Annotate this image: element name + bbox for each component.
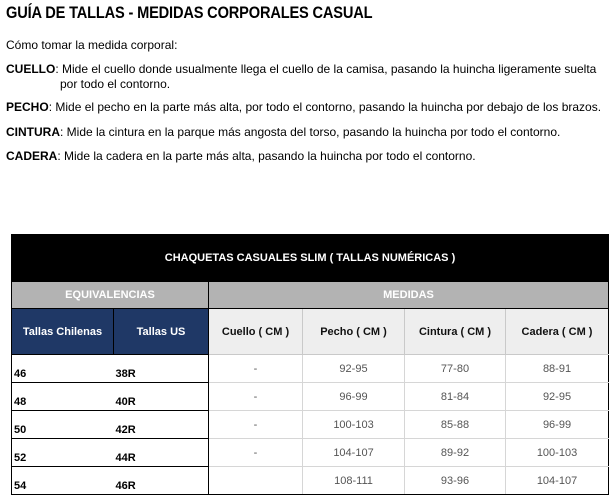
cell-talla-chilena: 54 (12, 467, 114, 495)
instruction-cuello (6, 62, 596, 92)
cell-cuello: - (209, 355, 303, 383)
cell-pecho: 96-99 (303, 383, 405, 411)
table-row (12, 439, 609, 467)
instruction-text-pecho: : Mide el pecho en la parte más alta, por todo el contorno, pasando la huincha por debajo de los brazos. (48, 100, 602, 114)
cell-cadera: 104-107 (506, 467, 609, 495)
table-row (12, 355, 609, 383)
cell-talla-chilena: 46 (12, 355, 114, 383)
instruction-cadera (6, 149, 476, 164)
instruction-pecho (6, 100, 601, 115)
header-tallas-us: Tallas US (114, 309, 209, 355)
cell-cintura: 85-88 (405, 411, 506, 439)
cell-pecho: 104-107 (303, 439, 405, 467)
cell-cuello: - (209, 411, 303, 439)
header-cintura: Cintura ( CM ) (405, 309, 506, 355)
cell-pecho: 108-111 (303, 467, 405, 495)
instruction-text-cintura: : Mide la cintura en la parque más angosta del torso, pasando la huincha por todo el contorno. (60, 125, 561, 139)
cell-talla-us: 44R (114, 439, 209, 467)
cell-talla-us: 46R (114, 467, 209, 495)
instruction-text-cuello-cont: por todo el contorno. (60, 77, 171, 91)
cell-pecho: 92-95 (303, 355, 405, 383)
cell-talla-us: 40R (114, 383, 209, 411)
cell-cintura: 81-84 (405, 383, 506, 411)
table-row (12, 383, 609, 411)
group-equivalencias: EQUIVALENCIAS (12, 282, 209, 309)
instruction-cintura (6, 125, 560, 140)
header-cuello: Cuello ( CM ) (209, 309, 303, 355)
cell-cintura: 89-92 (405, 439, 506, 467)
page-title: GUÍA DE TALLAS - MEDIDAS CORPORALES CASUAL (6, 3, 373, 22)
cell-cintura: 93-96 (405, 467, 506, 495)
table-row (12, 411, 609, 439)
cell-talla-chilena: 48 (12, 383, 114, 411)
header-tallas-chilenas: Tallas Chilenas (12, 309, 114, 355)
cell-talla-chilena: 50 (12, 411, 114, 439)
instruction-label-cadera: CADERA (6, 149, 58, 163)
header-cadera: Cadera ( CM ) (506, 309, 609, 355)
cell-cadera: 92-95 (506, 383, 609, 411)
instruction-label-cuello: CUELLO (6, 62, 56, 76)
cell-cuello: - (209, 383, 303, 411)
cell-cintura: 77-80 (405, 355, 506, 383)
cell-cadera: 100-103 (506, 439, 609, 467)
table-caption: CHAQUETAS CASUALES SLIM ( TALLAS NUMÉRICAS ) (12, 235, 609, 282)
cell-cadera: 88-91 (506, 355, 609, 383)
group-medidas: MEDIDAS (209, 282, 609, 309)
instruction-text-cadera: : Mide la cadera en la parte más alta, pasando la huincha por todo el contorno. (57, 149, 476, 163)
table-row (12, 467, 609, 495)
cell-talla-us: 42R (114, 411, 209, 439)
column-header-row (12, 309, 609, 355)
cell-talla-chilena: 52 (12, 439, 114, 467)
cell-pecho: 100-103 (303, 411, 405, 439)
cell-talla-us: 38R (114, 355, 209, 383)
cell-cuello: - (209, 439, 303, 467)
instruction-text-cuello: : Mide el cuello donde usualmente llega el cuello de la camisa, pasando la huincha ligeramente suelta (55, 62, 597, 76)
cell-cadera: 96-99 (506, 411, 609, 439)
header-pecho: Pecho ( CM ) (303, 309, 405, 355)
cell-cuello (209, 467, 303, 495)
size-table (11, 234, 609, 495)
intro-text: Cómo tomar la medida corporal: (6, 38, 178, 52)
instruction-label-pecho: PECHO (6, 100, 49, 114)
instruction-label-cintura: CINTURA (6, 125, 60, 139)
